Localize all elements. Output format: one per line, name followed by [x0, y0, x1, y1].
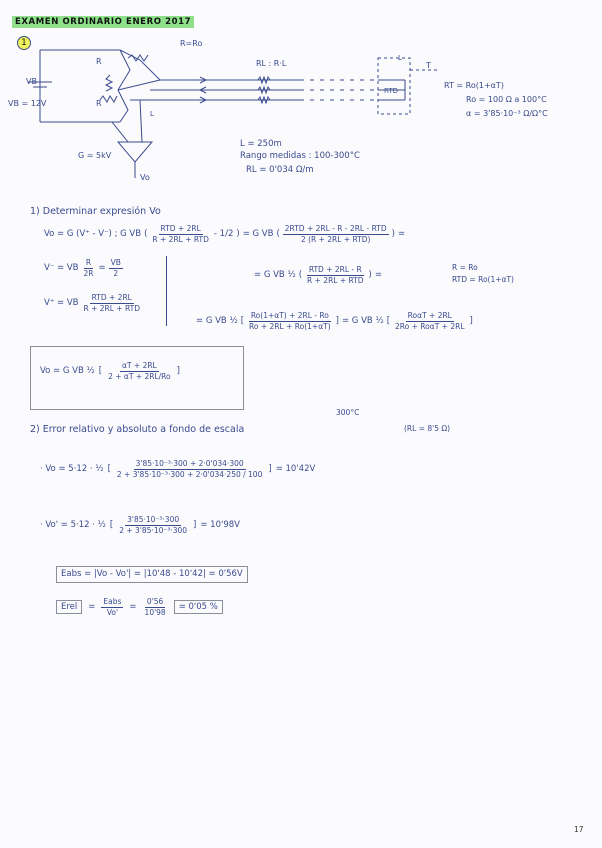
r-top-right: R=Ro	[180, 39, 203, 48]
bridge-circuit-diagram	[0, 30, 602, 190]
t-label: T	[426, 61, 431, 70]
equation-line-2: = G VB ½ ( $\frac{\text{RTD + 2RL - R}}{\text{R + 2RL + RTD}}$ ) =	[254, 265, 382, 285]
rl-per-meter: RL = 0'034 Ω/m	[246, 165, 314, 175]
rtd-label: RTD	[384, 87, 399, 95]
rt-equation: RT = Ro(1+αT)	[444, 81, 504, 90]
temperature-annotation: 300°C	[336, 408, 360, 417]
result-equation: Vo = G VB ½ [ $\frac{\alpha T + 2RL}{2 + \alpha T + 2RL/Ro}$ ]	[40, 361, 180, 381]
r-left-bottom: R	[96, 99, 102, 108]
part1-title: 1) Determinar expresión Vo	[30, 206, 161, 217]
rl-label: RL : R·L	[256, 59, 287, 68]
length-label: L = 250m	[240, 139, 282, 149]
absolute-error: Eabs = |Vo - Vo'| = |10'48 - 10'42| = 0'56V	[56, 566, 248, 583]
v-plus-equation: V⁺ = VB $\frac{\text{RTD + 2RL}}{\text{R + 2RL + RTD}}$	[44, 293, 140, 313]
rl-note: (RL = 8'5 Ω)	[404, 424, 451, 433]
problem-number: 1	[17, 36, 31, 50]
condition-r: R = Ro	[452, 263, 478, 272]
l-label: L	[398, 54, 402, 62]
equation-line-1: Vo = G (V⁺ - V⁻) ; G VB ( $\frac{\text{RTD + 2RL}}{\text{R + 2RL + RTD}}$ - 1/2 ) = G VB ( $\frac{\text{2RTD + 2RL - R - 2RL - RTD}}{\text{2 (R + 2RL + RTD)}}$ ) =	[44, 224, 406, 244]
ro-equation: Ro = 100 Ω a 100°C	[466, 95, 547, 104]
r-right-bottom: L	[150, 110, 154, 118]
vo-label: Vo	[140, 173, 150, 182]
vo-prime-calculation: · Vo' = 5·12 · ½ [ $\frac{\text{3'85·10⁻³·300}}{\text{2 + 3'85·10⁻³·300}}$ ] = 10'98V	[40, 515, 240, 535]
page-title: EXAMEN ORDINARIO ENERO 2017	[12, 11, 194, 27]
condition-rtd: RTD = Ro(1+αT)	[452, 275, 514, 284]
relative-error: Erel = $\frac{\text{Eabs}}{Vo'}$ = $\frac{0'56}{10'98}$ = 0'05 %	[56, 598, 223, 616]
vb-value: VB = 12V	[8, 99, 47, 108]
vo-calculation: · Vo = 5·12 · ½ [ $\frac{\text{3'85·10⁻³·300 + 2·0'034·300}}{\text{2 + 3'85·10⁻³·300 + 2·0'034·250 / 100}}$ ] = 10'42V	[40, 459, 316, 479]
gain-label: G = 5kV	[78, 151, 112, 160]
divider-line	[166, 256, 167, 326]
vb-label: VB	[26, 77, 37, 86]
part2-title: 2) Error relativo y absoluto a fondo de escala	[30, 424, 245, 435]
equation-line-3: = G VB ½ [ $\frac{Ro(1+\alpha T) + 2RL - Ro}{Ro + 2RL + Ro(1+\alpha T)}$ ] = G VB ½ [ $\frac{\text{RoαT + 2RL}}{\text{2Ro + RoαT + 2RL}}$ ]	[196, 311, 473, 331]
v-minus-equation: V⁻ = VB $\frac{R}{2R}$ = $\frac{VB}{2}$	[44, 258, 121, 278]
r-left-top: R	[96, 57, 102, 66]
alpha-equation: α = 3'85·10⁻³ Ω/Ω°C	[466, 109, 548, 118]
range-label: Rango medidas : 100-300°C	[240, 151, 360, 161]
page-number: 17	[574, 825, 584, 834]
